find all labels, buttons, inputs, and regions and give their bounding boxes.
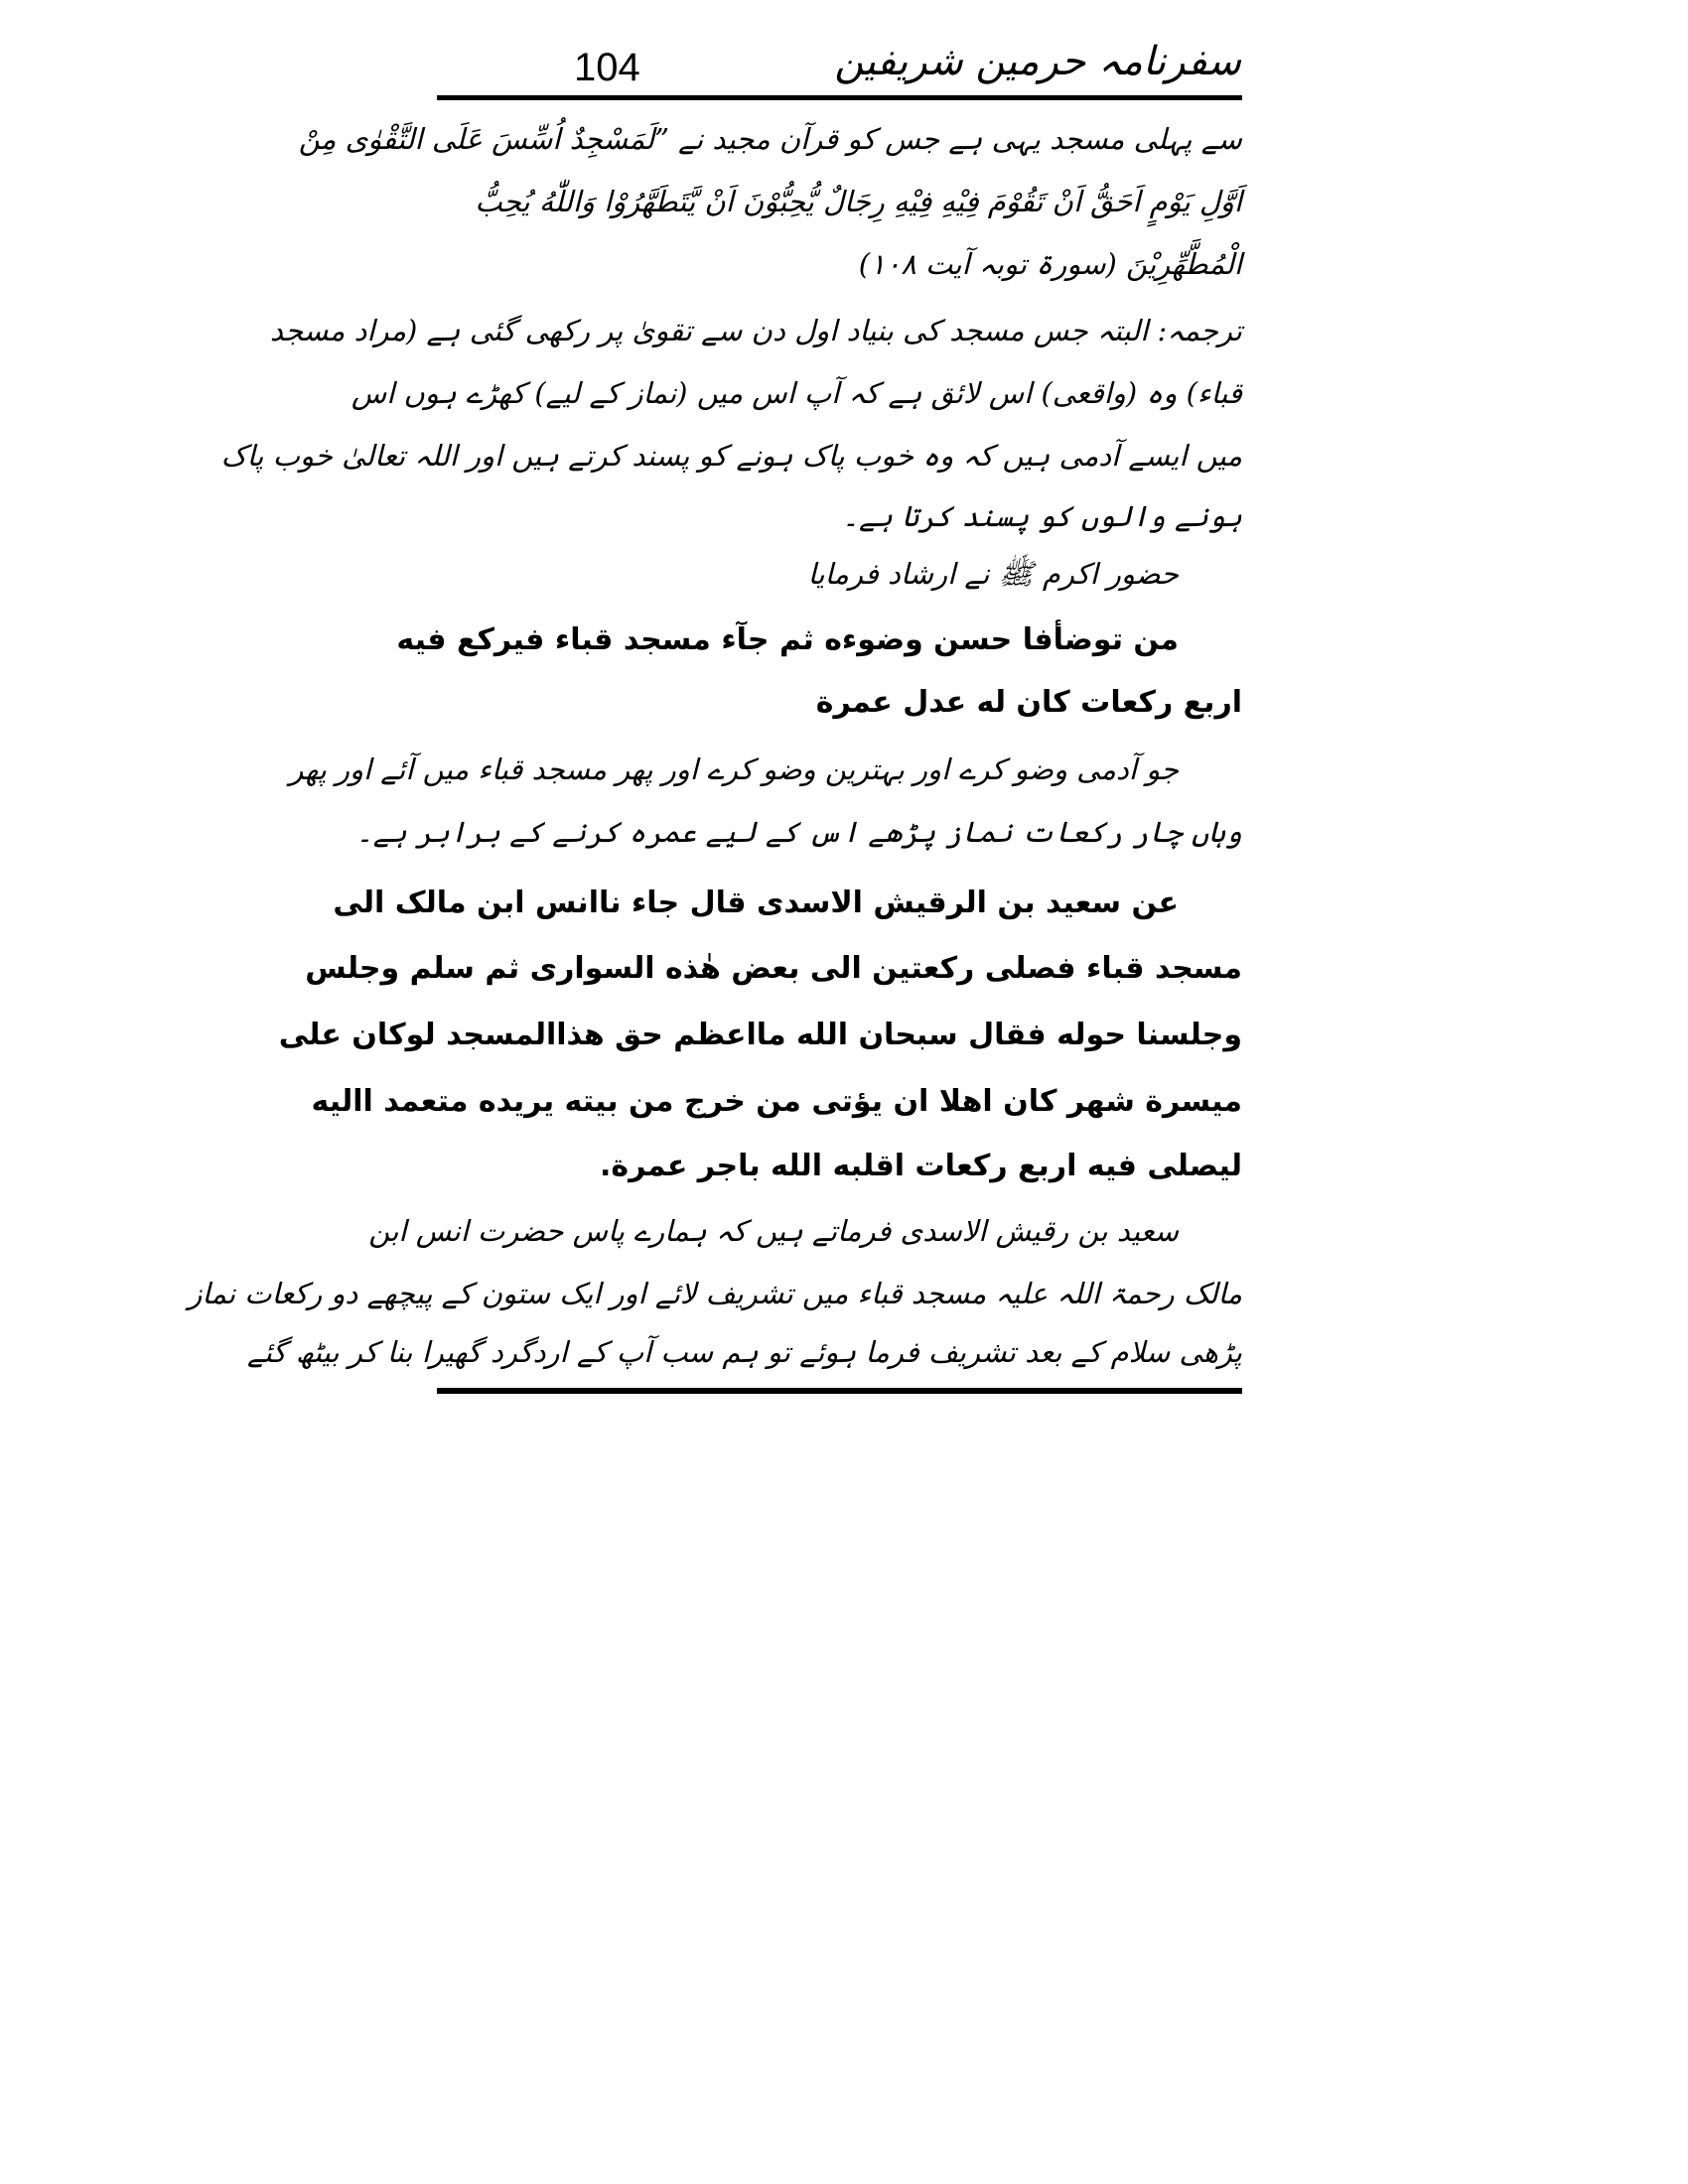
- quran-verse-line: اَوَّلِ یَوْمٍ اَحَقُّ اَنْ تَقُوْمَ فِیْهِ فِیْهِ رِجَالٌ یُّحِبُّوْنَ اَنْ یَّتَطَهَّرُوْا وَاللّٰهُ یُحِبُّ: [475, 185, 1242, 218]
- header-rule: [437, 95, 1242, 100]
- narration-arabic-line: ليصلى فيه اربع ركعات اقلبه الله باجر عمرة.: [599, 1149, 1242, 1183]
- narration-arabic-line: ميسرة شهر كان اهلا ان يؤتى من خرج من بيته يريده متعمد االيه: [311, 1084, 1242, 1119]
- footer-rule: [437, 1388, 1242, 1394]
- page-number: 104: [574, 46, 640, 89]
- narration-arabic-line: مسجد قباء فصلى ركعتين الى بعض هٰذه السوارى ثم سلم وجلس: [305, 951, 1242, 986]
- narration-arabic-line: عن سعيد بن الرقيش الاسدی قال جاء ناانس ابن مالک الی: [333, 886, 1179, 920]
- translation-line: ترجمہ: البتہ جس مسجد کی بنیاد اول دن سے تقویٰ پر رکھی گئی ہے (مراد مسجد: [269, 314, 1242, 347]
- narration-translation-line: سعید بن رقیش الاسدی فرماتے ہیں کہ ہمارے پاس حضرت انس ابن: [368, 1214, 1179, 1248]
- hadith-translation-line: وہاں چار رکعات نماز پڑھے اس کے لیے عمرہ کرنے کے برابر ہے۔: [355, 815, 1242, 849]
- translation-line: میں ایسے آدمی ہیں کہ وہ خوب پاک ہونے کو پسند کرتے ہیں اور اللہ تعالیٰ خوب پاک: [220, 439, 1242, 473]
- translation-line: قباء) وہ (واقعی) اس لائق ہے کہ آپ اس میں (نماز کے لیے) کھڑے ہوں اس: [351, 376, 1242, 410]
- quran-verse-line: سے پہلی مسجد یہی ہے جس کو قرآن مجید نے ”لَمَسْجِدٌ اُسِّسَ عَلَی التَّقْوٰی مِنْ: [298, 122, 1242, 156]
- translation-line: ہونے والوں کو پسند کرتا ہے۔: [842, 499, 1242, 533]
- quran-verse-line: الْمُطَّهِّرِیْنَ (سورۃ توبہ آیت ۱۰۸): [858, 247, 1242, 281]
- hadith-intro-line: حضور اکرم ﷺ نے ارشاد فرمایا: [807, 557, 1179, 591]
- hadith-arabic-line: من توضأفا حسن وضوءه ثم جآء مسجد قباء فيركع فيه: [396, 622, 1179, 657]
- narration-translation-line: مالک رحمۃ اللہ علیہ مسجد قباء میں تشریف لائے اور ایک ستون کے پیچھے دو رکعات نماز: [188, 1277, 1242, 1310]
- narration-arabic-line: وجلسنا حوله فقال سبحان الله مااعظم حق هذاالمسجد لوكان على: [278, 1018, 1242, 1052]
- hadith-arabic-line: اربع ركعات كان له عدل عمرة: [815, 685, 1242, 720]
- hadith-translation-line: جو آدمی وضو کرے اور بہترین وضو کرے اور پھر مسجد قباء میں آئے اور پھر: [289, 752, 1179, 786]
- book-title: سفرنامہ حرمین شریفین: [834, 39, 1241, 84]
- narration-translation-line: پڑھی سلام کے بعد تشریف فرما ہوئے تو ہم سب آپ کے اردگرد گھیرا بنا کر بیٹھ گئے: [246, 1335, 1242, 1369]
